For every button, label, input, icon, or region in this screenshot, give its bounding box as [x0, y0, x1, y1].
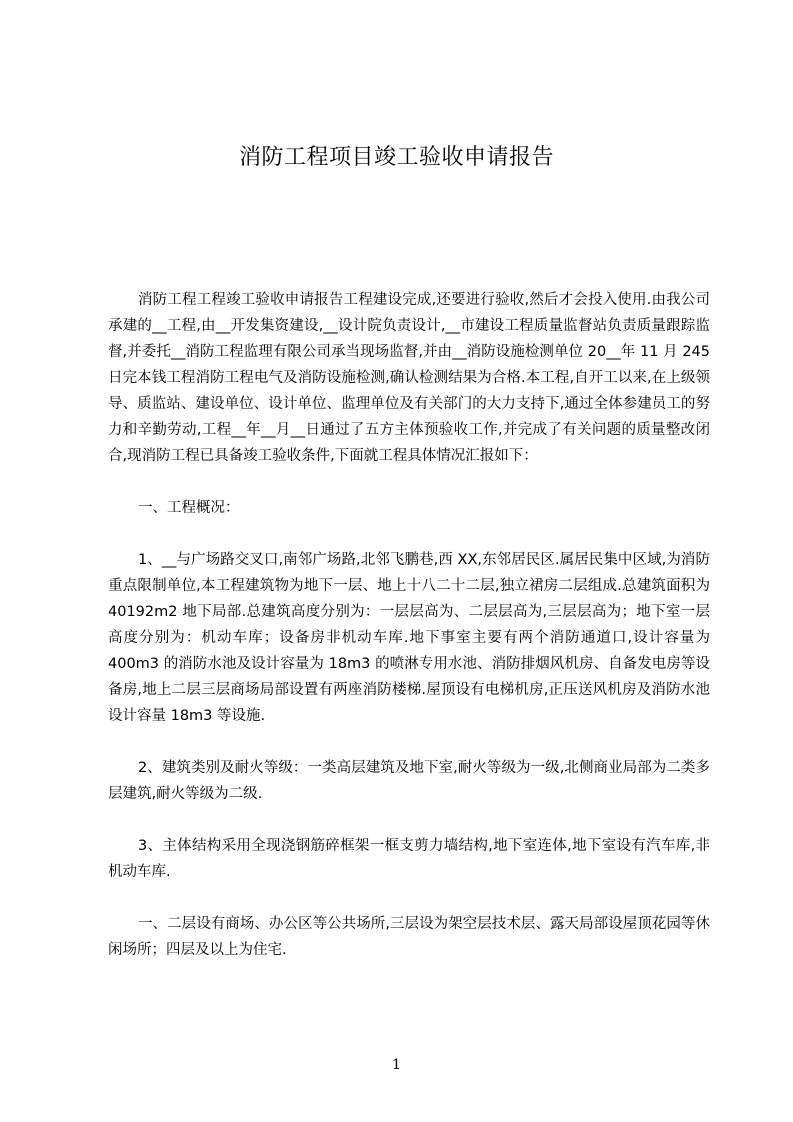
- overview-item-floors: 一、二层设有商场、办公区等公共场所,三层设为架空层技术层、露天局部设屋顶花园等休闲场所；四层及以上为住宅.: [108, 916, 710, 958]
- document-body: [108, 287, 710, 963]
- overview-item-3: 3、主体结构采用全现浇钢筋碎框架一框支剪力墙结构,地下室连体,地下室设有汽车库,非机动车库.: [108, 838, 710, 880]
- overview-item-2: 2、建筑类别及耐火等级：一类高层建筑及地下室,耐火等级为一级,北侧商业局部为二类多层建筑,耐火等级为二级.: [108, 760, 710, 802]
- intro-paragraph: 消防工程工程竣工验收申请报告工程建设完成,还要进行验收,然后才会投入使用.由我公司承建的__工程,由__开发集资建设,__设计院负责设计,__市建设工程质量监督站负责质量跟踪监督,并委托__消防工程监理有限公司承当现场监督,并由__消防设施检测单位 20__年 11 月 245 日完本钱工程消防工程电气及消防设施检测,确认检测结果为合格.本工程,自开工以来,在上级领导、质监站、建设单位、设计单位、监理单位及有关部门的大力支持下,通过全体参建员工的努力和辛勤劳动,工程__年__月__日通过了五方主体预验收工作,并完成了有关问题的质量整改闭合,现消防工程已具备竣工验收条件,下面就工程具体情况汇报如下：: [108, 292, 710, 464]
- section-heading-project-overview: 一、工程概况：: [138, 500, 240, 516]
- overview-item-1: 1、__与广场路交叉口,南邻广场路,北邻飞鹏巷,西 XX,东邻居民区.属居民集中区域,为消防重点限制单位,本工程建筑物为地下一层、地上十八二十二层,独立裙房二层组成.总建筑面积为 40192m2 地下局部.总建筑高度分别为：一层层高为、二层层高为,三层层高为；地下室一层高度分别为：机动车库；设备房非机动车库.地下事室主要有两个消防通道口,设计容量为 400m3 的消防水池及设计容量为 18m3 的喷淋专用水池、消防排烟风机房、自备发电房等设备房,地上二层三层商场局部设置有两座消防楼梯.屋顶设有电梯机房,正压送风机房及消防水池设计容量 18m3 等设施.: [108, 552, 710, 724]
- document-title: 消防工程项目竣工验收申请报告: [238, 145, 554, 170]
- page-number: 1: [392, 1057, 401, 1073]
